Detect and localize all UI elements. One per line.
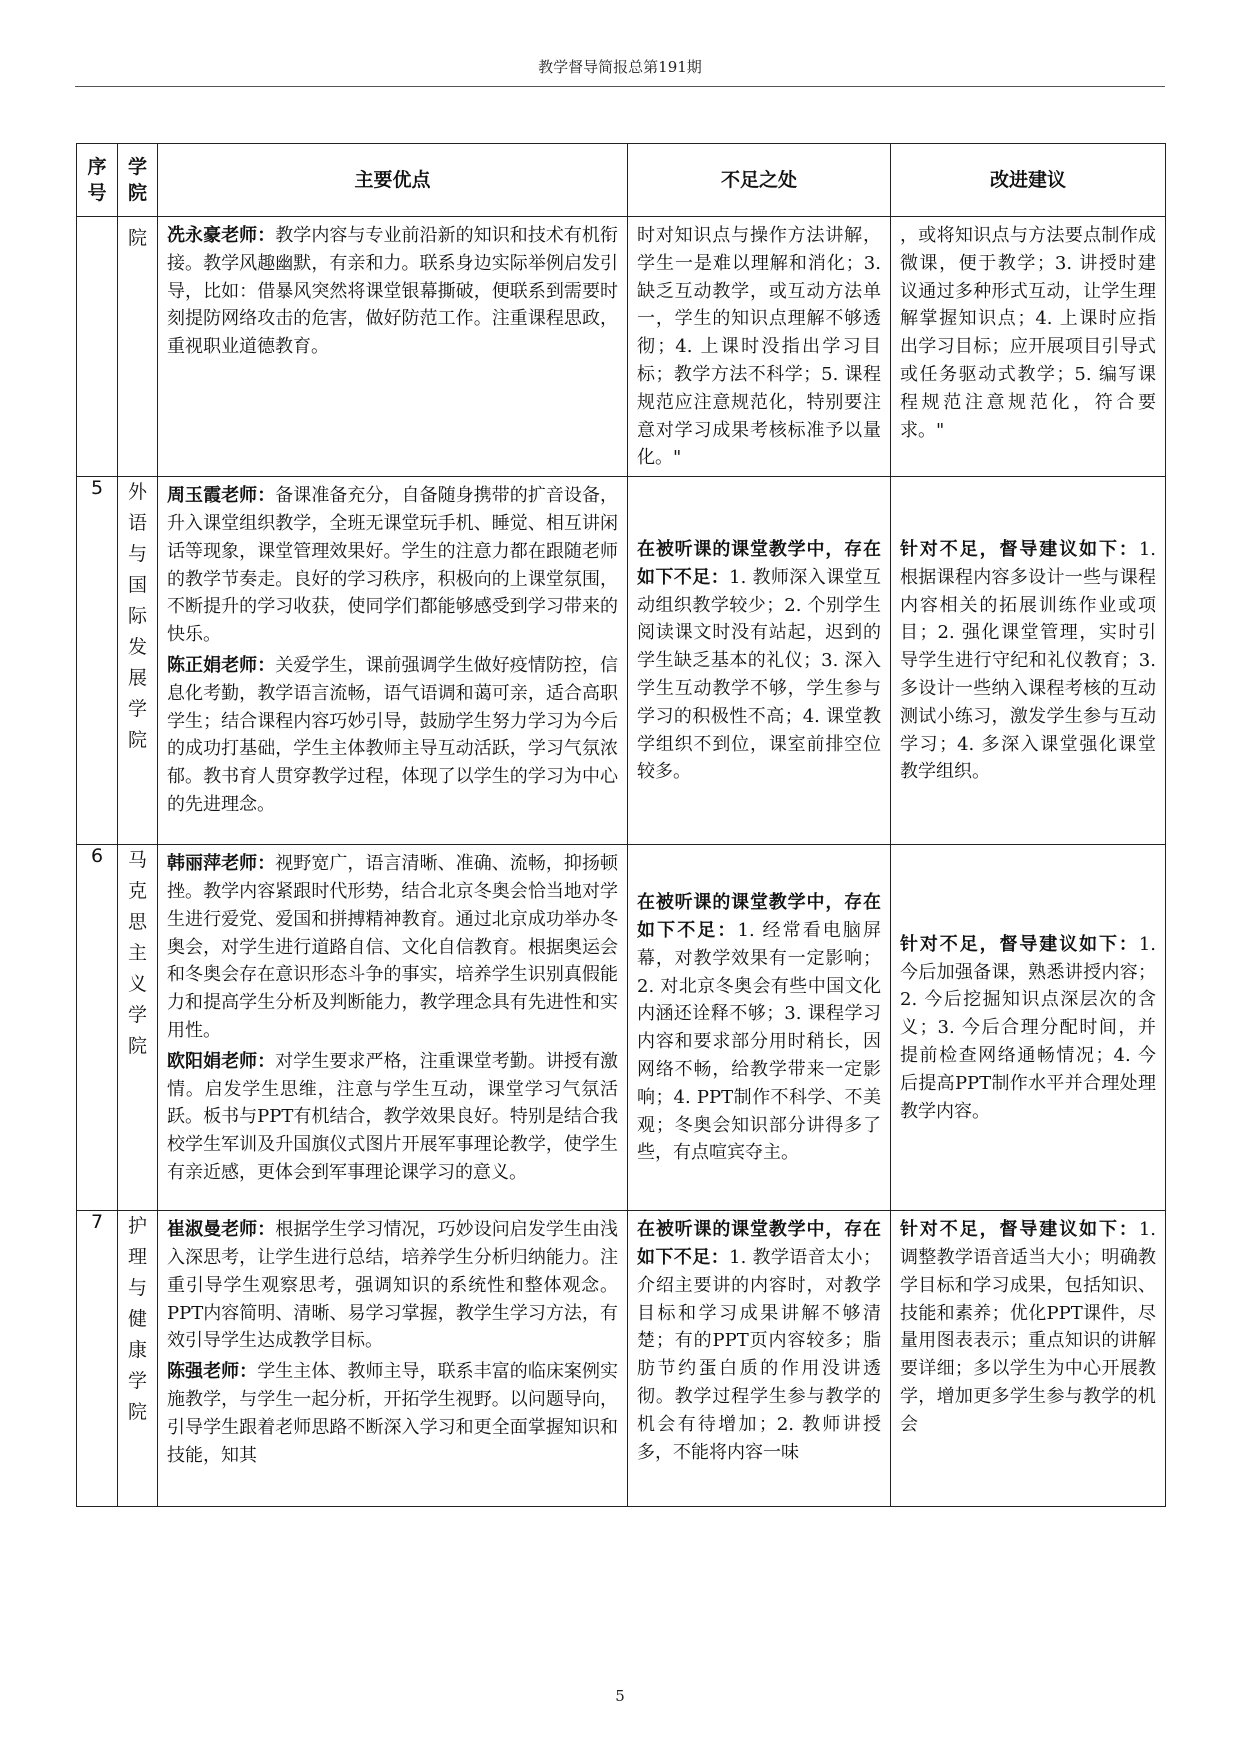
teacher-name: 周玉霞老师：	[167, 485, 276, 507]
suggestions-cell	[891, 477, 1166, 845]
merit-entry	[167, 850, 618, 1045]
shortcomings-text: 1. 教师深入课堂互动组织教学较少；2. 个别学生阅读课文时没有站起，迟到的学生缺乏基本的礼仪；3. 深入学生互动教学不够，学生参与学习的积极性不高；4. 课堂教学组织不到位，课室前排空位较多。	[637, 566, 881, 783]
column-header-number	[77, 144, 118, 217]
merit-text: 根据学生学习情况，巧妙设问启发学生由浅入深思考，让学生进行总结，培养学生分析归纳能力。注重引导学生观察思考，强调知识的系统性和整体观念。PPT内容简明、清晰、易学习掌握，教学生学习方法，有效引导学生达成教学目标。	[167, 1219, 618, 1352]
college-name: 马克思主义学院	[128, 849, 148, 1058]
teacher-name: 冼永豪老师：	[167, 225, 276, 246]
suggestions-text: 1. 调整教学语音适当大小；明确教学目标和学习成果，包括知识、技能和素养；优化PPT课件，尽量用图表表示；重点知识的讲解要详细；多以学生为中心开展教学，增加更多学生参与教学的机会	[900, 1219, 1156, 1435]
table-row	[77, 217, 1166, 477]
merit-entry	[167, 652, 618, 819]
shortcomings-text: 时对知识点与操作方法讲解，学生一是难以理解和消化；3. 缺乏互动教学，或互动方法单一，学生的知识点理解不够透彻；4. 上课时没指出学习目标；教学方法不科学；5. 课程规范应注意规范化，特别要注意对学习成果考核标准予以量化。"	[637, 225, 881, 469]
suggestions-cell	[891, 845, 1166, 1211]
shortcomings-lead: 在被听课的课堂教学中，存在如下不足：	[637, 892, 881, 941]
merits-cell	[158, 845, 628, 1211]
column-header-number-label: 序号	[87, 156, 107, 204]
row-college	[118, 477, 158, 845]
table-header-row	[77, 144, 1166, 217]
suggestions-text: ，或将知识点与方法要点制作成微课，便于教学；3. 讲授时建议通过多种形式互动，让学生理解掌握知识点；4. 上课时应指出学习目标；应开展项目引导式或任务驱动式教学；5. 编写课程规范注意规范化，符合要求。"	[900, 225, 1156, 441]
shortcomings-cell	[628, 477, 891, 845]
merit-entry	[167, 1358, 618, 1469]
row-number: 6	[77, 845, 118, 1211]
column-header-college	[118, 144, 158, 217]
row-number	[77, 217, 118, 477]
table-row	[77, 1211, 1166, 1507]
row-college	[118, 845, 158, 1211]
college-name: 院	[128, 227, 148, 249]
column-header-college-label: 学院	[128, 156, 148, 204]
suggestions-lead: 针对不足，督导建议如下：	[900, 933, 1139, 955]
merit-text: 教学内容与专业前沿新的知识和技术有机衔接。教学风趣幽默，有亲和力。联系身边实际举例启发引导，比如：借暴风突然将课堂银幕撕破，便联系到需要时刻提防网络攻击的危害，做好防范工作。注重课程思政，重视职业道德教育。	[167, 225, 618, 358]
evaluation-table	[76, 143, 1166, 1507]
suggestions-text: 1. 今后加强备课，熟悉讲授内容；2. 今后挖掘知识点深层次的含义；3. 今后合理分配时间，并提前检查网络通畅情况；4. 今后提高PPT制作水平并合理处理教学内容。	[900, 933, 1156, 1122]
shortcomings-text: 1. 教学语音太小；介绍主要讲的内容时，对教学目标和学习成果讲解不够清楚；有的PPT页内容较多；脂肪节约蛋白质的作用没讲透彻。教学过程学生参与教学的机会有待增加；2. 教师讲授多，不能将内容一味	[637, 1246, 881, 1463]
shortcomings-cell	[628, 217, 891, 477]
merit-text: 学生主体、教师主导，联系丰富的临床案例实施教学，与学生一起分析，开拓学生视野。以问题导向，引导学生跟着老师思路不断深入学习和更全面掌握知识和技能，知其	[167, 1361, 619, 1466]
teacher-name: 欧阳娟老师：	[167, 1050, 276, 1072]
column-header-suggestions: 改进建议	[891, 144, 1166, 217]
suggestions-text: 1. 根据课程内容多设计一些与课程内容相关的拓展训练作业或项目；2. 强化课堂管理，实时引导学生进行守纪和礼仪教育；3. 多设计一些纳入课程考核的互动测试小练习，激发学生参与互动学习；4. 多深入课堂强化课堂教学组织。	[900, 539, 1156, 783]
college-name: 护理与健康学院	[128, 1215, 148, 1424]
table-row	[77, 477, 1166, 845]
merit-entry	[167, 222, 618, 361]
row-number: 5	[77, 477, 118, 845]
merits-cell	[158, 217, 628, 477]
teacher-name: 崔淑曼老师：	[167, 1219, 276, 1241]
shortcomings-lead: 在被听课的课堂教学中，存在如下不足：	[637, 539, 881, 588]
suggestions-lead: 针对不足，督导建议如下：	[900, 1219, 1139, 1241]
column-header-merits: 主要优点	[158, 144, 628, 217]
merit-entry	[167, 1216, 618, 1355]
shortcomings-lead: 在被听课的课堂教学中，存在如下不足：	[637, 1219, 881, 1268]
merit-text: 备课准备充分，自备随身携带的扩音设备，升入课堂组织教学，全班无课堂玩手机、睡觉、相互讲闲话等现象，课堂管理效果好。学生的注意力都在跟随老师的教学节奏走。良好的学习秩序，积极向的上课堂氛围，不断提升的学习收获，使同学们都能够感受到学习带来的快乐。	[167, 485, 618, 646]
merit-text: 关爱学生，课前强调学生做好疫情防控，信息化考勤，教学语言流畅，语气语调和蔼可亲，适合高职学生；结合课程内容巧妙引导，鼓励学生努力学习为今后的成功打基础，学生主体教师主导互动活跃，学习气氛浓郁。教书育人贯穿教学过程，体现了以学生的学习为中心的先进理念。	[167, 654, 618, 815]
merits-cell	[158, 1211, 628, 1507]
page-header-title: 教学督导简报总第191期	[538, 58, 702, 76]
college-name: 外语与国际发展学院	[128, 481, 148, 752]
row-number: 7	[77, 1211, 118, 1507]
merits-cell	[158, 477, 628, 845]
shortcomings-text: 1. 经常看电脑屏幕，对教学效果有一定影响；2. 对北京冬奥会有些中国文化内涵还诠释不够；3. 课程学习内容和要求部分用时稍长，因网络不畅，给教学带来一定影响；4. PPT制作不科学、不美观；冬奥会知识部分讲得多了些，有点喧宾夺主。	[637, 919, 881, 1164]
shortcomings-cell	[628, 845, 891, 1211]
merit-text: 对学生要求严格，注重课堂考勤。讲授有激情。启发学生思维，注意与学生互动，课堂学习气氛活跃。板书与PPT有机结合，教学效果良好。特别是结合我校学生军训及升国旗仪式图片开展军事理论教学，使学生有亲近感，更体会到军事理论课学习的意义。	[167, 1050, 618, 1183]
suggestions-lead: 针对不足，督导建议如下：	[900, 539, 1139, 561]
merit-entry	[167, 482, 618, 649]
merit-entry	[167, 1048, 618, 1187]
header-divider	[75, 86, 1165, 87]
suggestions-cell	[891, 1211, 1166, 1507]
shortcomings-cell	[628, 1211, 891, 1507]
row-college	[118, 1211, 158, 1507]
teacher-name: 韩丽萍老师：	[167, 853, 276, 875]
row-college	[118, 217, 158, 477]
suggestions-cell	[891, 217, 1166, 477]
table-row	[77, 845, 1166, 1211]
column-header-shortcomings: 不足之处	[628, 144, 891, 217]
teacher-name: 陈正娟老师：	[167, 654, 276, 676]
merit-text: 视野宽广，语言清晰、准确、流畅，抑扬顿挫。教学内容紧跟时代形势，结合北京冬奥会恰当地对学生进行爱党、爱国和拼搏精神教育。通过北京成功举办冬奥会，对学生进行道路自信、文化自信教育。根据奥运会和冬奥会存在意识形态斗争的事实，培养学生识别真假能力和提高学生分析及判断能力，教学理念具有先进性和实用性。	[167, 853, 618, 1041]
teacher-name: 陈强老师：	[167, 1361, 258, 1383]
page-number: 5	[615, 1687, 625, 1705]
